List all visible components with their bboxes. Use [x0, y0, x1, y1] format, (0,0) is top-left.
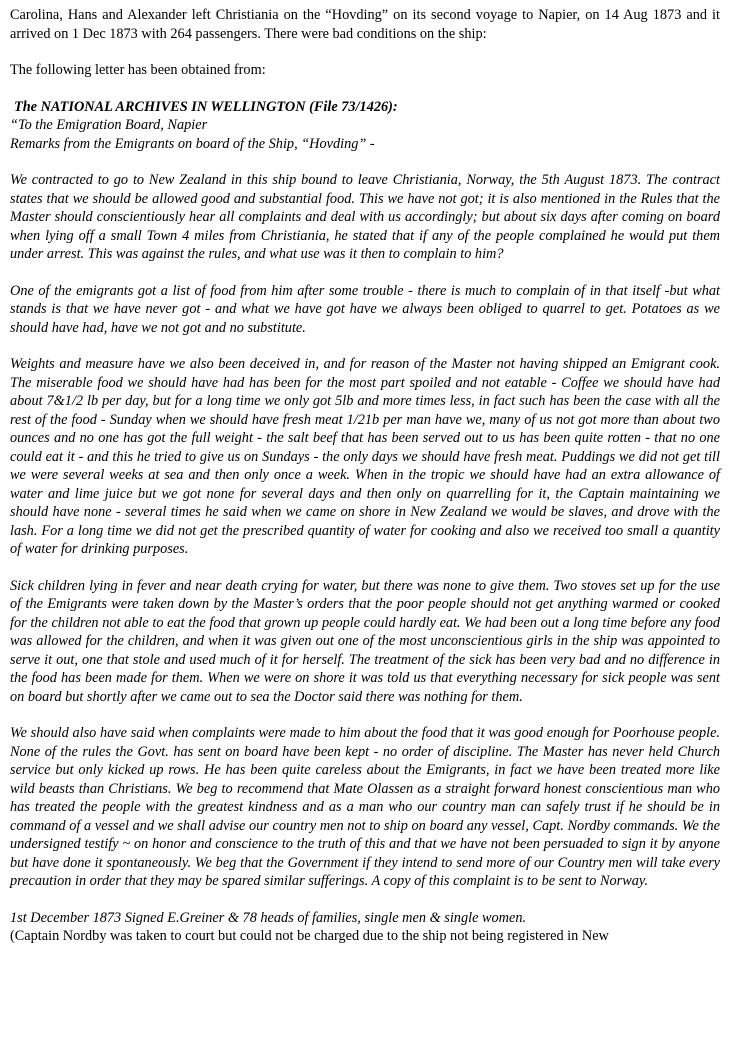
signature-line: 1st December 1873 Signed E.Greiner & 78 heads of families, single men & single women. [10, 909, 527, 926]
letter-paragraph-weights: Weights and measure have we also been deceived in, and for reason of the Master not having shipped an Emigrant cook. The miserable food we should have had has been for the most part spoiled and not eatable - Coffee we should have had about 7&1/2 lb per day, but for a long time we only got 5lb and more times less, in fact such has been the case with all the rest of the food - Sunday when we should have fresh meat 1/21b per man have we, many of us not got more than about two ounces and no one has got the full weight - the salt beef that has been served out to us has been quite rotten - that no one could eat it - and this he tried to give us on Sundays - the only days we should have fresh meat. Puddings we did not get till we were several weeks at sea and then only once a week. When in the tropic we should have had an extra allowance of water and lime juice but we got none for several days and then only on quarrelling for it, the Captain maintaining we should have none - several times he said when we came on shore in New Zealand we would be slaves, and drove with the lash. For a long time we did not get the prescribed quantity of water for cooking and also we received too small a quantity of water for drinking purposes. [10, 356, 720, 557]
letter-remarks-line: Remarks from the Emigrants on board of the Ship, “Hovding” - [10, 135, 375, 152]
letter-paragraph-complaints: We should also have said when complaints were made to him about the food that it was good enough for Poorhouse people. None of the rules the Govt. has sent on board have been kept - no order of discipline. The Master has never held Church service but only kicked up rows. He has been quite careless about the Emigrants, in fact we have been treated more like wild beasts than Christians. We beg to recommend that Mate Olassen as a straight forward honest conscientious man who has treated the people with the greatest kindness and as a man who our country man can safely trust if he should be in command of a vessel and we shall advise our country men not to ship on board any vessel, Capt. Nordby commands. We the undersigned testify ~ on honor and conscience to the truth of this and that we have not been persuaded to sign it by anyone but have done it spontaneously. We beg that the Government if they intend to send more of our Country men will take every precaution in order that they may be spared similar sufferings. A copy of this complaint is to be sent to Norway. [10, 725, 720, 889]
letter-address-line: “To the Emigration Board, Napier [10, 117, 208, 133]
letter-paragraph-contract: We contracted to go to New Zealand in this ship bound to leave Christiania, Norway, the 5th August 1873. The contract states that we should be allowed good and substantial food. This we have not got; it is also mentioned in the Rules that the Master should conscientiously hear all complaints and deal with us accordingly; but about six days after coming on board when lying off a small Town 4 miles from Christiania, he stated that if any of the people complained he would put them under arrest. This was against the rules, and what use was it then to complain to him? [10, 172, 720, 262]
source-intro-line: The following letter has been obtained from: [10, 62, 266, 78]
archives-heading: The NATIONAL ARCHIVES IN WELLINGTON (File 73/1426): [14, 98, 398, 115]
letter-body [10, 171, 720, 891]
letter-paragraph-food-list: One of the emigrants got a list of food from him after some trouble - there is much to complain of in that itself -but what stands is that we have never got - and what we have got have we always been obliged to quarrel to get. Potatoes as we should have had, have we not got and no substitute. [10, 282, 720, 336]
intro-paragraph: Carolina, Hans and Alexander left Christiania on the “Hovding” on its second voyage to Napier, on 14 Aug 1873 and it arrived on 1 Dec 1873 with 264 passengers. There were bad conditions on the ship: [10, 7, 720, 42]
closing-note: (Captain Nordby was taken to court but could not be charged due to the ship not being registered in New [10, 928, 609, 944]
letter-paragraph-sick-children: Sick children lying in fever and near death crying for water, but there was none to give them. Two stoves set up for the use of the Emigrants were taken down by the Master’s orders that the poor people should not get anything warmed or cooked for the children not able to eat the food that grown up people could hardly eat. We had been out a long time before any food was allowed for the children, and when it was given out one of the most unconscientious girls in the ship was appointed to serve it out, one that stole and used much of it for herself. The treatment of the sick has been very bad and no difference in the food has been made for them. When we were on shore it was told us that everything necessary for sick people was sent on board but shortly after we came out to sea the Doctor said there was nothing for them. [10, 577, 720, 705]
